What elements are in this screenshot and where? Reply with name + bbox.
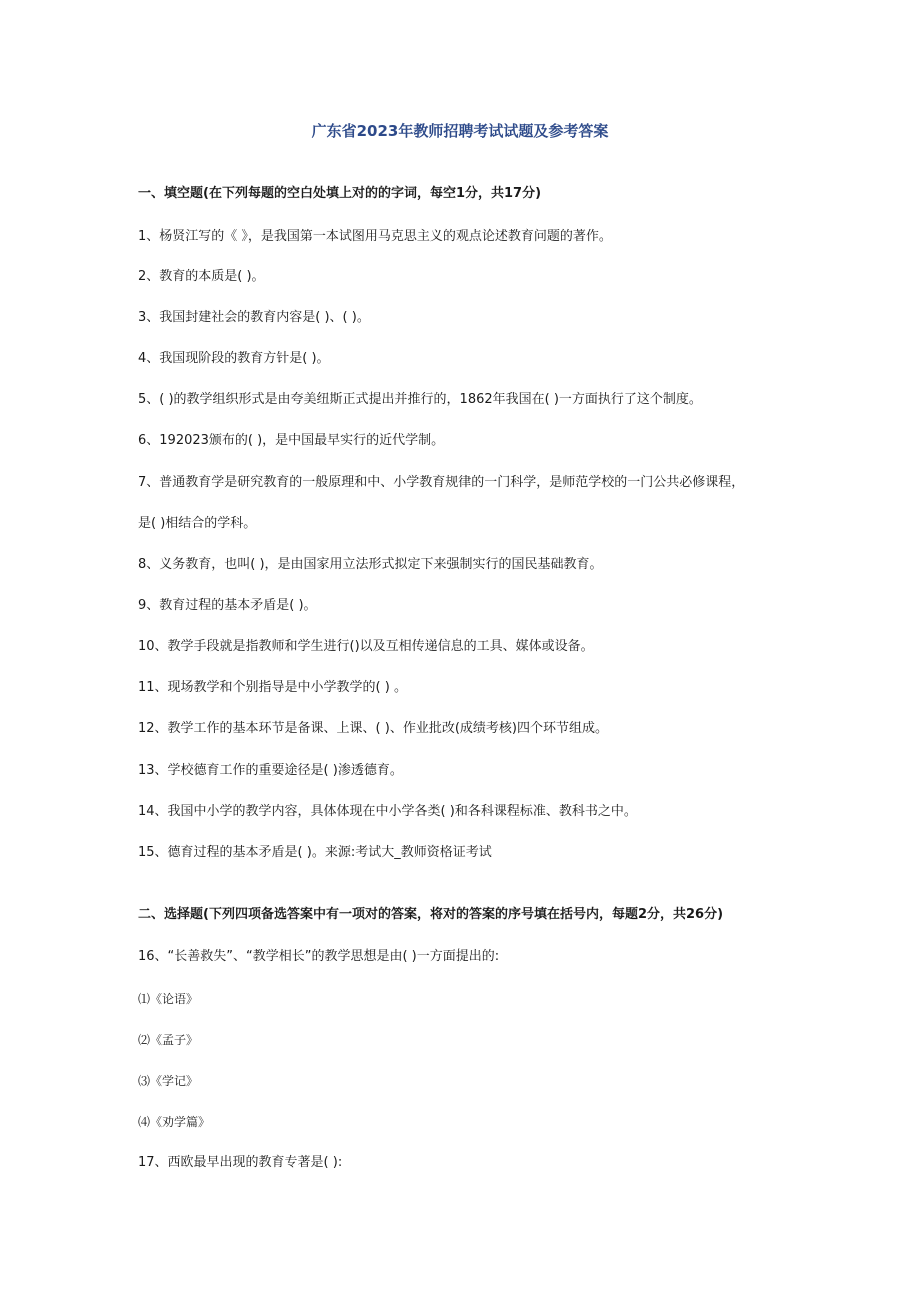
question-2: 2、教育的本质是( )。 bbox=[138, 269, 265, 284]
question-3: 3、我国封建社会的教育内容是( )、( )。 bbox=[138, 310, 370, 325]
question-10: 10、教学手段就是指教师和学生进行()以及互相传递信息的工具、媒体或设备。 bbox=[138, 639, 594, 654]
question-7-continued: 是( )相结合的学科。 bbox=[138, 516, 257, 531]
question-14: 14、我国中小学的教学内容，具体体现在中小学各类( )和各科课程标准、教科书之中。 bbox=[138, 804, 637, 819]
section-2-heading: 二、选择题(下列四项备选答案中有一项对的答案，将对的答案的序号填在括号内，每题2分，共26分) bbox=[138, 907, 724, 922]
question-4: 4、我国现阶段的教育方针是( )。 bbox=[138, 351, 330, 366]
question-6: 6、192023颁布的( )，是中国最早实行的近代学制。 bbox=[138, 433, 445, 448]
question-7: 7、普通教育学是研究教育的一般原理和中、小学教育规律的一门科学，是师范学校的一门公共必修课程， bbox=[138, 475, 745, 490]
document-title: 广东省2023年教师招聘考试试题及参考答案 bbox=[311, 122, 609, 140]
option-2: ⑵《孟子》 bbox=[138, 1033, 199, 1047]
question-9: 9、教育过程的基本矛盾是( )。 bbox=[138, 598, 317, 613]
question-17: 17、西欧最早出现的教育专著是( ): bbox=[138, 1155, 343, 1170]
option-3: ⑶《学记》 bbox=[138, 1074, 199, 1088]
section-1-heading: 一、填空题(在下列每题的空白处填上对的的字词，每空1分，共17分) bbox=[138, 186, 542, 201]
question-1: 1、杨贤江写的《 》，是我国第一本试图用马克思主义的观点论述教育问题的著作。 bbox=[138, 229, 612, 244]
question-8: 8、义务教育，也叫( )，是由国家用立法形式拟定下来强制实行的国民基础教育。 bbox=[138, 557, 603, 572]
question-12: 12、教学工作的基本环节是备课、上课、( )、作业批改(成绩考核)四个环节组成。 bbox=[138, 721, 608, 736]
question-5: 5、( )的教学组织形式是由夸美纽斯正式提出并推行的，1862年我国在( )一方面执行了这个制度。 bbox=[138, 392, 702, 407]
question-16: 16、“长善救失”、“教学相长”的教学思想是由( )一方面提出的: bbox=[138, 949, 500, 964]
question-13: 13、学校德育工作的重要途径是( )渗透德育。 bbox=[138, 763, 403, 778]
question-11: 11、现场教学和个别指导是中小学教学的( ) 。 bbox=[138, 680, 407, 695]
question-15: 15、德育过程的基本矛盾是( )。来源:考试大_教师资格证考试 bbox=[138, 845, 492, 860]
option-1: ⑴《论语》 bbox=[138, 992, 199, 1006]
option-4: ⑷《劝学篇》 bbox=[138, 1115, 211, 1129]
